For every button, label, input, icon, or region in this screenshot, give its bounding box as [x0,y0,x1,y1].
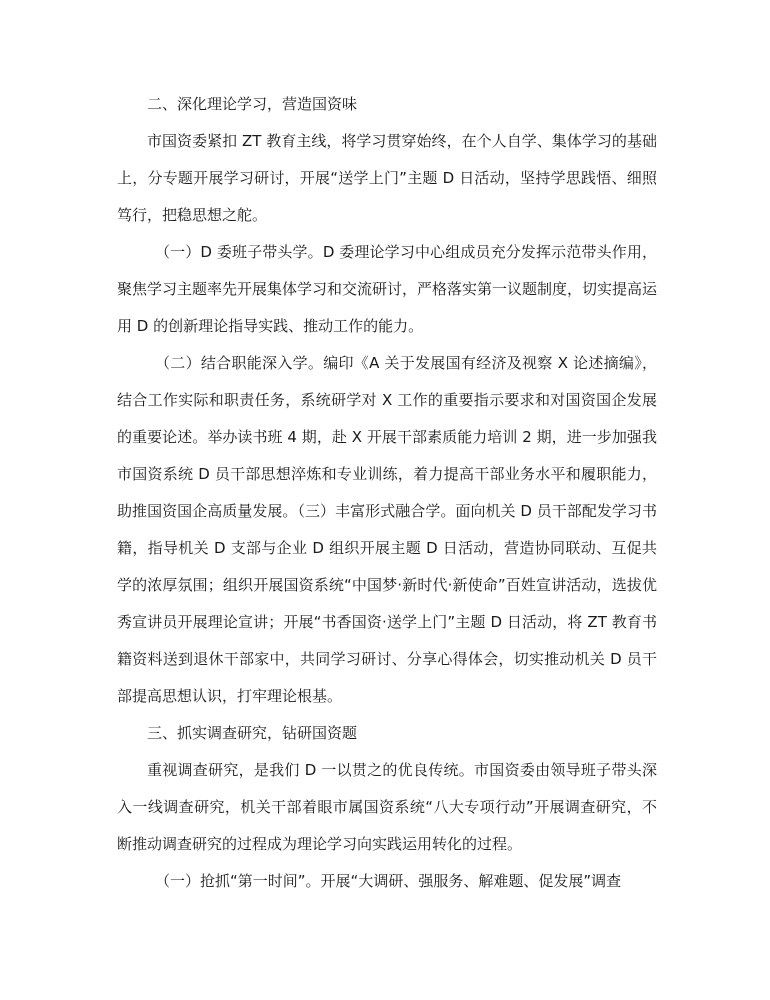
paragraph-sub-2-1: （一）D 委班子带头学。D 委理论学习中心组成员充分发挥示范带头作用，聚焦学习主题率先开展集体学习和交流研讨，严格落实第一议题制度，切实提高运用 D 的创新理论指导实践、推动工作的能力。 [117,243,658,335]
paragraph-sub-2-2: （二）结合职能深入学。编印《A 关于发展国有经济及视察 X 论述摘编》，结合工作实际和职责任务，系统研学对 X 工作的重要指示要求和对国资国企发展的重要论述。举办读书班 4 期，赴 X 开展干部素质能力培训 2 期，进一步加强我市国资系统 D 员干部思想淬炼和专业训练，着力提高干部业务水平和履职能力，助推国资国企高质量发展。（三）丰富形式融合学。面向机关 D 员干部配发学习书籍，指导机关 D 支部与企业 D 组织开展主题 D 日活动，营造协同联动、互促共学的浓厚氛围；组织开展国资系统“中国梦·新时代·新使命”百姓宣讲活动，选拔优秀宣讲员开展理论宣讲；开展“书香国资·送学上门”主题 D 日活动，将 ZT 教育书籍资料送到退休干部家中，共同学习研讨、分享心得体会，切实推动机关 D 员干部提高思想认识，打牢理论根基。 [117,354,657,705]
paragraph-sub-3-1: （一）抢抓“第一时间”。开展“大调研、强服务、解难题、促发展”调查 [155,872,622,890]
paragraph-intro-2: 市国资委紧扣 ZT 教育主线，将学习贯穿始终，在个人自学、集体学习的基础上，分专题开展学习研讨，开展“送学上门”主题 D 日活动，坚持学思践悟、细照笃行，把稳思想之舵。 [117,132,657,224]
paragraph-intro-3: 重视调查研究，是我们 D 一以贯之的优良传统。市国资委由领导班子带头深入一线调查研究，机关干部着眼市属国资系统“八大专项行动”开展调查研究，不断推动调查研究的过程成为理论学习向实践运用转化的过程。 [117,761,657,853]
document-body [117,86,657,900]
section-heading-2: 二、深化理论学习，营造国资味 [147,95,358,113]
section-heading-3: 三、抓实调查研究，钻研国资题 [147,724,358,742]
